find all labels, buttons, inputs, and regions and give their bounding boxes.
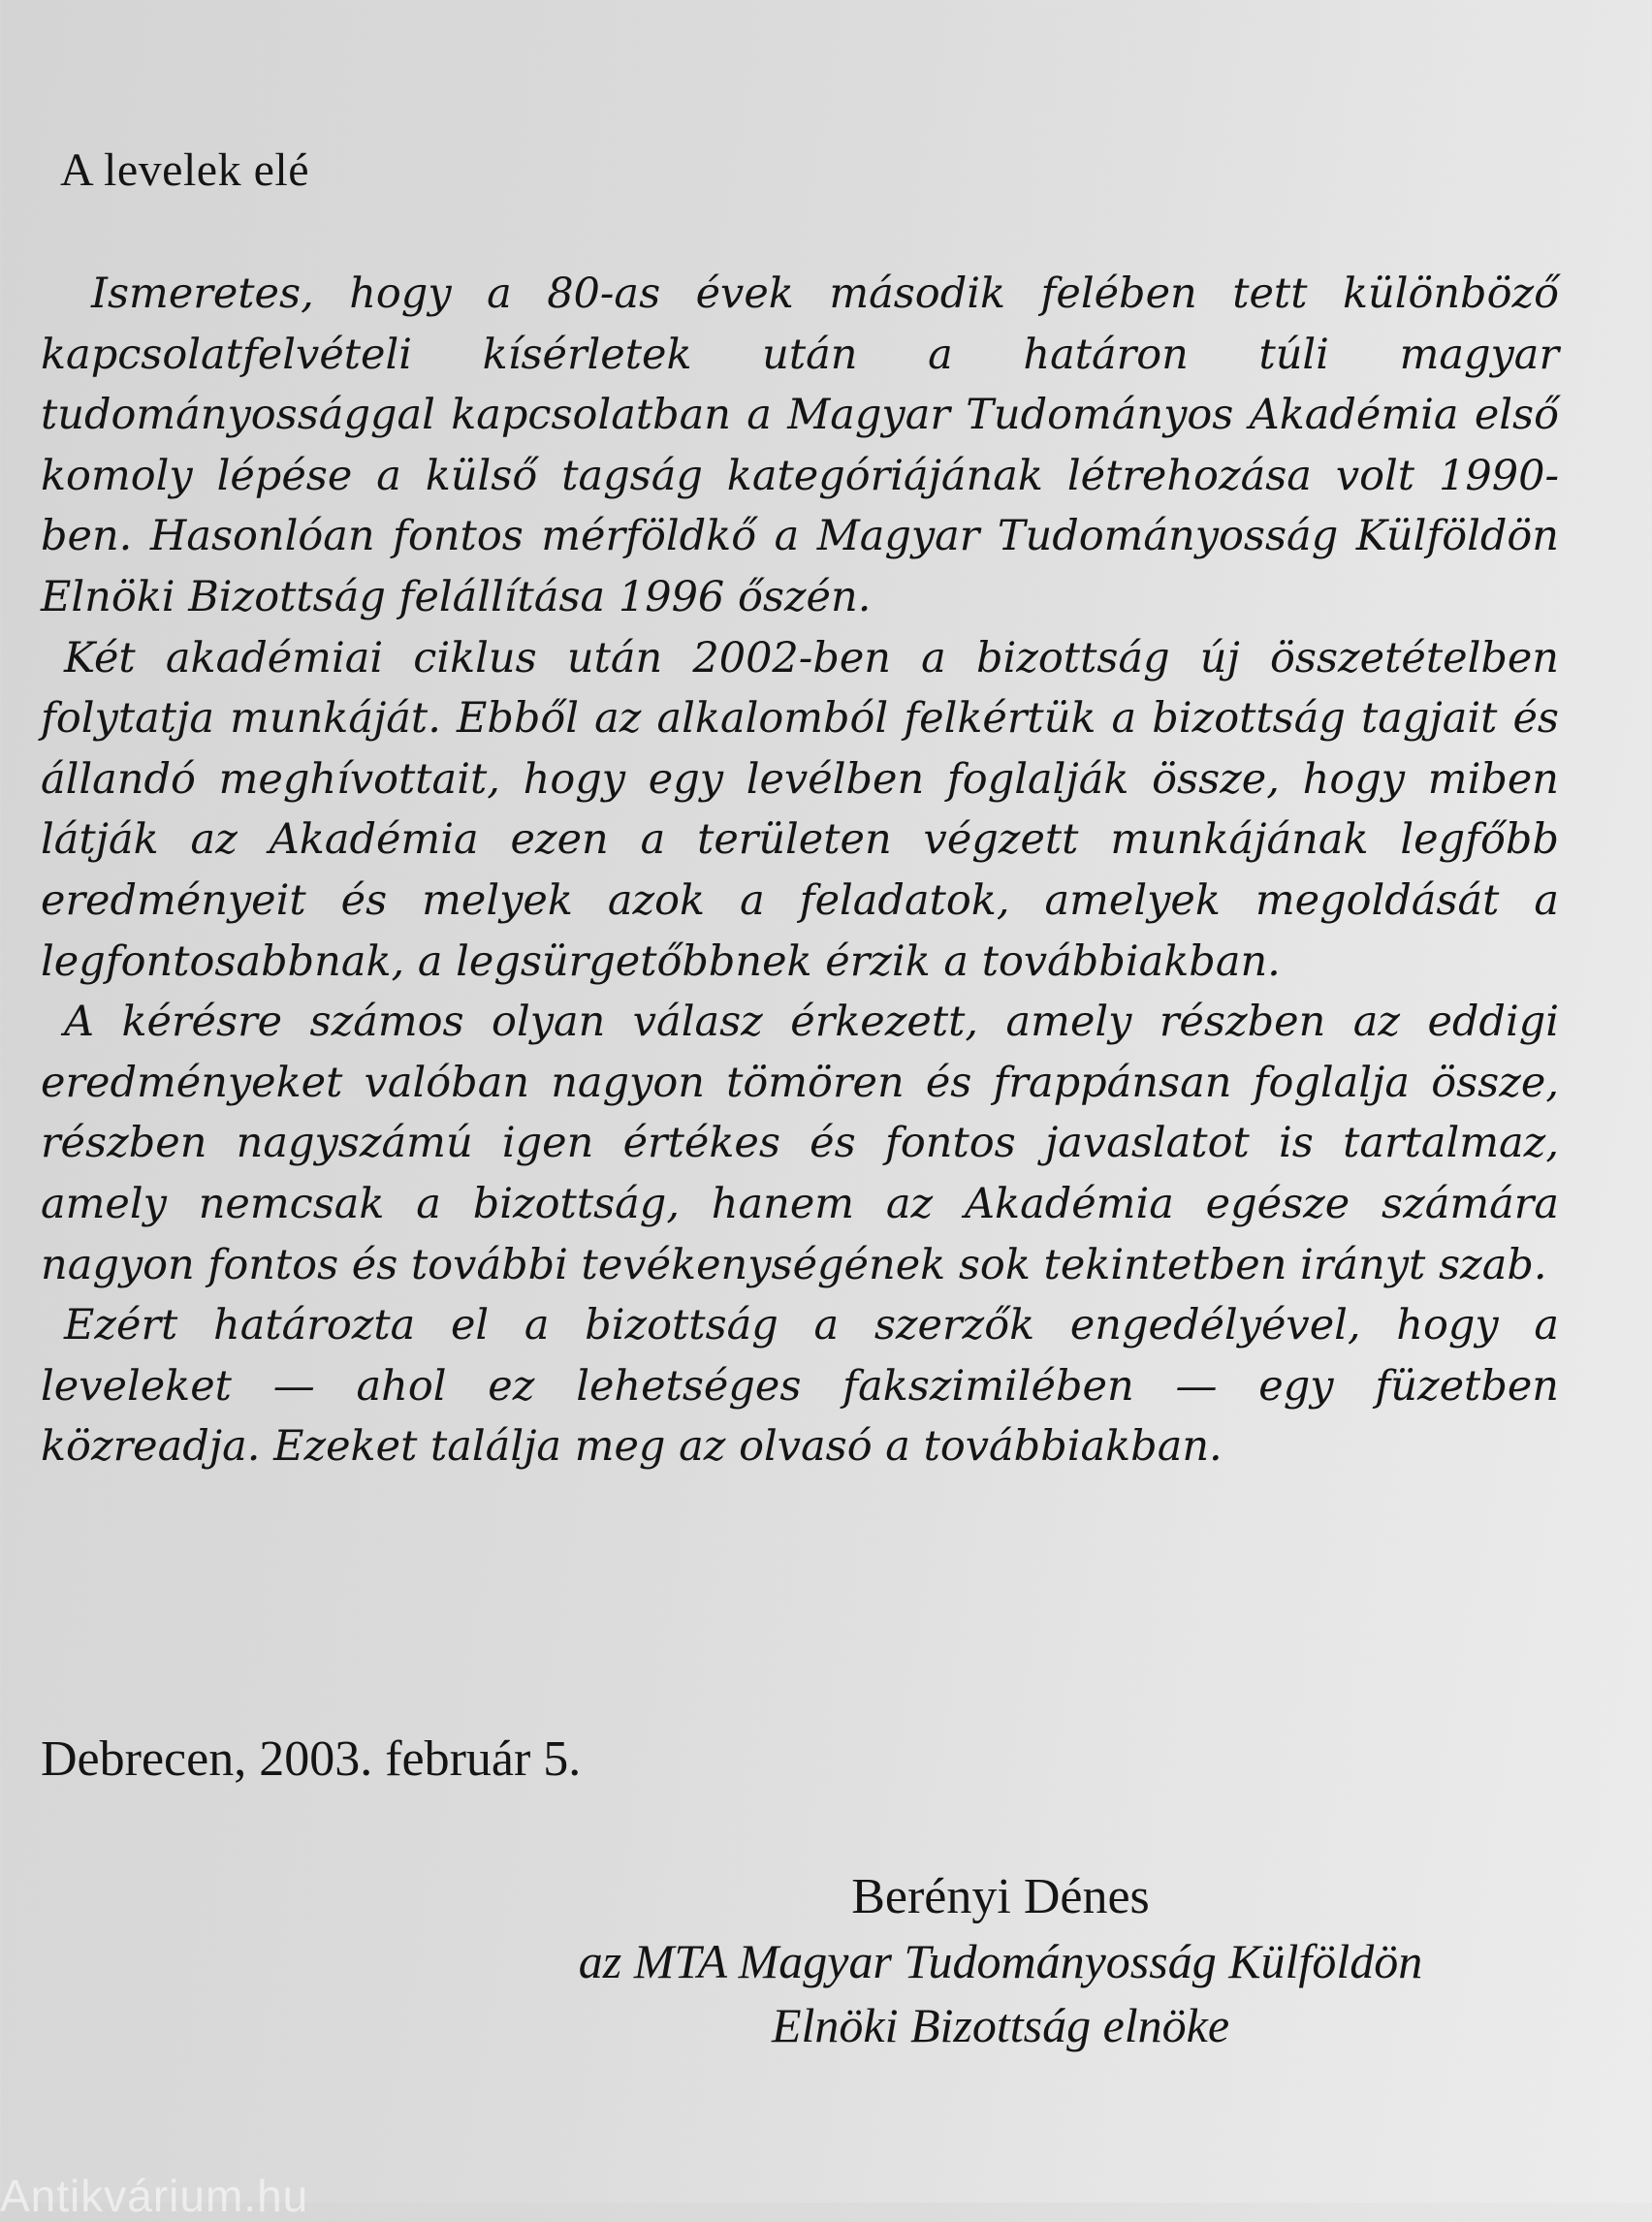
body-text <box>41 264 1559 1477</box>
watermark: Antikvárium.hu <box>0 2171 309 2221</box>
paragraph-4: Ezért határozta el a bizottság a szerzők engedélyével, hogy a leveleket — ahol ez lehetséges fakszimilében — egy füzetben közreadja. Ezeket találja meg az olvasó a továbbiakban. <box>41 1301 1559 1472</box>
signature-block <box>487 1865 1514 2057</box>
date-line: Debrecen, 2003. február 5. <box>41 1731 582 1787</box>
paragraph-2: Két akadémiai ciklus után 2002-ben a bizottság új összetételben folytatja munkáját. Ebből az alkalomból felkértük a bizottság tagjait és állandó meghívottait, hogy egy levélben foglalják össze, hogy miben látják az Akadémia ezen a területen végzett munkájának legfőbb eredményeit és melyek azok a feladatok, amelyek megoldását a legfontosabbnak, a legsürgetőbbnek érzik a továbbiakban. <box>41 633 1559 986</box>
signature-title-line-1: az MTA Magyar Tudományosság Külföldön <box>578 1934 1423 1988</box>
paragraph-3: A kérésre számos olyan válasz érkezett, amely részben az eddigi eredményeket valóban nagyon tömören és frappánsan foglalja össze, részben nagyszámú igen értékes és fontos javaslatot is tartalmaz, amely nemcsak a bizottság, hanem az Akadémia egésze számára nagyon fontos és további tevékenységének sok tekintetben irányt szab. <box>41 998 1559 1289</box>
page-title: A levelek elé <box>60 144 310 196</box>
paragraph-1: Ismeretes, hogy a 80-as évek második felében tett különböző kapcsolatfelvételi kísérletek után a határon túli magyar tudományossággal kapcsolatban a Magyar Tudományos Akadémia első komoly lépése a külső tagság kategóriájának létrehozása volt 1990-ben. Hasonlóan fontos mérföldkő a Magyar Tudományosság Külföldön Elnöki Bizottság felállítása 1996 őszén. <box>41 270 1559 621</box>
signature-name: Berényi Dénes <box>851 1869 1150 1924</box>
signature-title-line-2: Elnöki Bizottság elnöke <box>771 1998 1230 2052</box>
